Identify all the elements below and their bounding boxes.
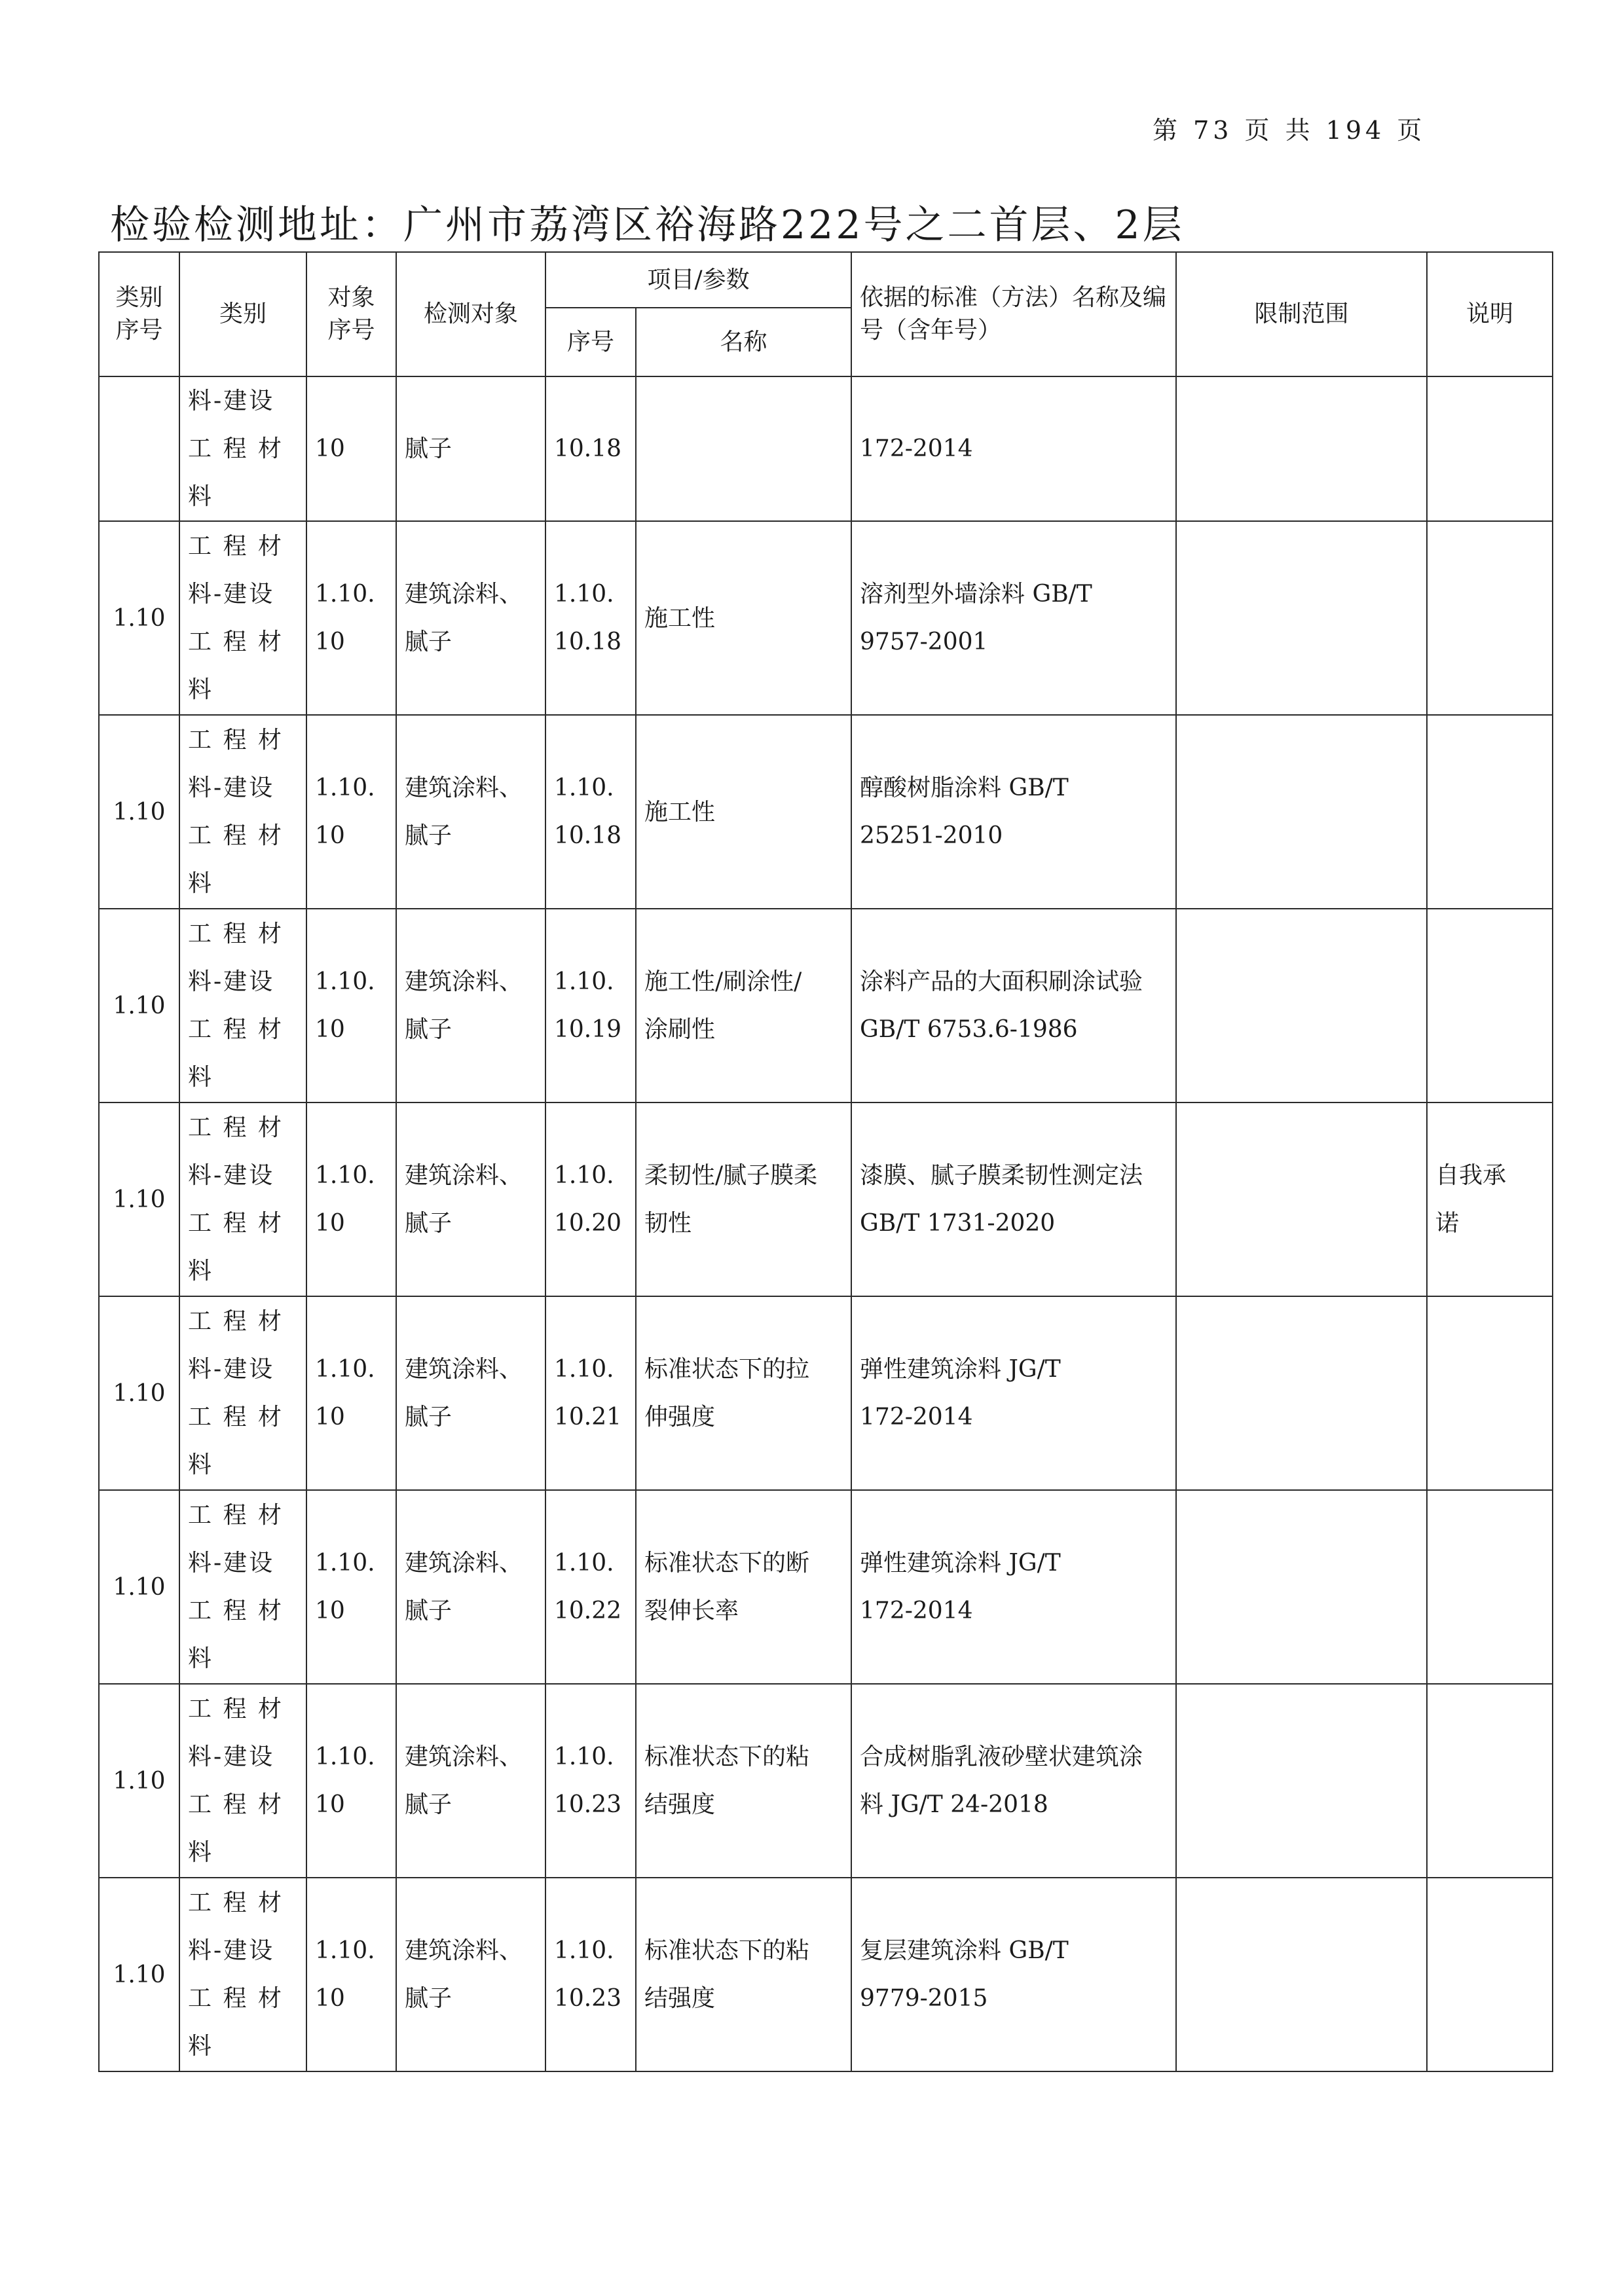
limit-cell: [1176, 1490, 1427, 1684]
item-no-cell-line: 10.18: [554, 435, 622, 462]
standard-cell: [851, 909, 1176, 1102]
cat-cell-line: 料: [188, 1839, 214, 1866]
cat-cell-line: 工 程 材: [188, 822, 284, 849]
standard-cell-line: 9779-2015: [860, 1985, 988, 2012]
item-name-cell-line: 柔韧性/腻子膜柔: [644, 1162, 818, 1189]
cat-cell-line: 工 程 材: [188, 920, 284, 947]
obj-cell-line: 腻子: [405, 1791, 452, 1818]
cat-cell-line: 料-建设: [188, 1550, 275, 1576]
item-name-cell: [636, 909, 851, 1102]
standard-cell-line: 溶剂型外墙涂料 GB/T: [860, 581, 1092, 608]
cat-cell: [179, 1684, 306, 1878]
obj-cell: [396, 1490, 545, 1684]
obj-no-cell-line: 10: [315, 1985, 345, 2012]
item-name-cell-line: 标准状态下的粘: [644, 1743, 810, 1770]
cat-cell: [179, 521, 306, 715]
standard-cell-line: 25251-2010: [860, 822, 1003, 849]
cat-cell-line: 料: [188, 676, 214, 703]
cat-cell-line: 工 程 材: [188, 1889, 284, 1916]
obj-cell: [396, 521, 545, 715]
item-no-cell-line: 1.10.: [554, 1937, 614, 1964]
item-no-cell-line: 1.10.: [554, 1550, 614, 1576]
cat-cell-line: 料-建设: [188, 1743, 275, 1770]
obj-cell: [396, 376, 545, 521]
obj-cell: [396, 909, 545, 1102]
obj-cell-line: 建筑涂料、: [405, 581, 523, 608]
obj-no-cell-line: 10: [315, 629, 345, 655]
cat-cell-line: 工 程 材: [188, 629, 284, 655]
cat-cell-line: 料-建设: [188, 581, 275, 608]
item-name-cell-line: 施工性/刷涂性/: [644, 968, 802, 995]
testing-address: 检验检测地址：广州市荔湾区裕海路222号之二首层、2层: [110, 202, 1185, 248]
cat-no-cell: 1.10: [99, 1490, 179, 1684]
item-name-cell-line: 结强度: [644, 1985, 716, 2012]
obj-no-cell: [306, 376, 396, 521]
obj-cell-line: 建筑涂料、: [405, 1937, 523, 1964]
cat-cell-line: 料-建设: [188, 388, 275, 414]
cat-cell-line: 工 程 材: [188, 1791, 284, 1818]
item-name-cell: [636, 1296, 851, 1490]
table-row: [99, 715, 1553, 909]
header-limit: 限制范围: [1176, 252, 1427, 376]
limit-cell: [1176, 521, 1427, 715]
note-cell: [1427, 376, 1553, 521]
header-obj-no: 对象序号: [306, 252, 396, 376]
table-header: [99, 252, 1553, 376]
table-row: [99, 1878, 1553, 2071]
item-no-cell-line: 10.23: [554, 1985, 622, 2012]
cat-no-cell: 1.10: [99, 715, 179, 909]
item-no-cell-line: 10.18: [554, 629, 622, 655]
obj-cell-line: 建筑涂料、: [405, 1356, 523, 1383]
obj-no-cell: [306, 909, 396, 1102]
standard-cell: [851, 1878, 1176, 2071]
standard-cell-line: 漆膜、腻子膜柔韧性测定法: [860, 1162, 1143, 1189]
item-name-cell-line: 结强度: [644, 1791, 716, 1818]
standard-cell-line: 合成树脂乳液砂壁状建筑涂: [860, 1743, 1143, 1770]
standard-cell-line: 172-2014: [860, 1404, 973, 1430]
standard-cell-line: GB/T 6753.6-1986: [860, 1016, 1078, 1043]
obj-no-cell: [306, 521, 396, 715]
item-name-cell: [636, 1878, 851, 2071]
standard-cell: [851, 1296, 1176, 1490]
item-no-cell: [545, 1102, 636, 1296]
obj-cell-line: 建筑涂料、: [405, 968, 523, 995]
obj-cell-line: 腻子: [405, 435, 452, 462]
item-no-cell-line: 10.18: [554, 822, 622, 849]
obj-no-cell: [306, 715, 396, 909]
header-note: 说明: [1427, 252, 1553, 376]
cat-cell: [179, 1102, 306, 1296]
item-no-cell: [545, 521, 636, 715]
scope-table: [98, 251, 1553, 2072]
obj-no-cell-line: 1.10.: [315, 1356, 375, 1383]
obj-cell-line: 腻子: [405, 1985, 452, 2012]
note-cell: [1427, 1490, 1553, 1684]
limit-cell: [1176, 715, 1427, 909]
obj-no-cell: [306, 1490, 396, 1684]
cat-cell-line: 料-建设: [188, 1937, 275, 1964]
header-cat: 类别: [179, 252, 306, 376]
obj-cell-line: 腻子: [405, 1016, 452, 1043]
limit-cell: [1176, 376, 1427, 521]
item-no-cell-line: 1.10.: [554, 968, 614, 995]
note-cell: [1427, 521, 1553, 715]
item-no-cell-line: 10.23: [554, 1791, 622, 1818]
cat-no-cell: 1.10: [99, 1296, 179, 1490]
item-no-cell: [545, 1296, 636, 1490]
item-name-cell-line: 韧性: [644, 1210, 692, 1237]
cat-cell: [179, 715, 306, 909]
obj-no-cell-line: 1.10.: [315, 968, 375, 995]
item-no-cell: [545, 909, 636, 1102]
obj-no-cell-line: 10: [315, 1791, 345, 1818]
item-name-cell: [636, 521, 851, 715]
standard-cell-line: 涂料产品的大面积刷涂试验: [860, 968, 1143, 995]
obj-no-cell-line: 1.10.: [315, 774, 375, 801]
standard-cell: [851, 1102, 1176, 1296]
obj-no-cell-line: 1.10.: [315, 1162, 375, 1189]
obj-no-cell-line: 1.10.: [315, 1937, 375, 1964]
note-cell: [1427, 909, 1553, 1102]
table-row: [99, 1296, 1553, 1490]
header-cat-no: 类别序号: [99, 252, 179, 376]
table-row: [99, 909, 1553, 1102]
standard-cell: [851, 1684, 1176, 1878]
standard-cell-line: 弹性建筑涂料 JG/T: [860, 1356, 1061, 1383]
obj-cell: [396, 715, 545, 909]
standard-cell-line: 复层建筑涂料 GB/T: [860, 1937, 1069, 1964]
item-no-cell: [545, 1490, 636, 1684]
cat-cell-line: 料: [188, 483, 214, 510]
obj-no-cell-line: 10: [315, 435, 345, 462]
cat-cell-line: 料-建设: [188, 1162, 275, 1189]
item-no-cell-line: 1.10.: [554, 1743, 614, 1770]
item-no-cell-line: 1.10.: [554, 1162, 614, 1189]
item-name-cell-line: 标准状态下的拉: [644, 1356, 810, 1383]
obj-no-cell-line: 1.10.: [315, 1743, 375, 1770]
item-name-cell-line: 裂伸长率: [644, 1597, 739, 1624]
obj-no-cell-line: 10: [315, 822, 345, 849]
standard-cell-line: 172-2014: [860, 435, 973, 462]
obj-no-cell-line: 10: [315, 1404, 345, 1430]
cat-cell-line: 工 程 材: [188, 1597, 284, 1624]
obj-no-cell: [306, 1878, 396, 2071]
cat-cell-line: 料-建设: [188, 774, 275, 801]
limit-cell: [1176, 1102, 1427, 1296]
standard-cell-line: 172-2014: [860, 1597, 973, 1624]
obj-no-cell: [306, 1102, 396, 1296]
item-no-cell: [545, 1684, 636, 1878]
obj-cell: [396, 1684, 545, 1878]
cat-cell: [179, 909, 306, 1102]
cat-cell-line: 工 程 材: [188, 1985, 284, 2012]
cat-cell-line: 料: [188, 870, 214, 897]
cat-cell-line: 工 程 材: [188, 533, 284, 560]
item-no-cell-line: 10.19: [554, 1016, 622, 1043]
cat-cell-line: 料: [188, 1451, 214, 1478]
header-item-name: 名称: [636, 308, 851, 376]
standard-cell: [851, 521, 1176, 715]
obj-cell-line: 腻子: [405, 1404, 452, 1430]
note-cell-line: 诺: [1435, 1210, 1460, 1237]
obj-cell: [396, 1296, 545, 1490]
obj-no-cell-line: 1.10.: [315, 1550, 375, 1576]
obj-cell-line: 建筑涂料、: [405, 1162, 523, 1189]
cat-cell: [179, 1296, 306, 1490]
obj-no-cell-line: 10: [315, 1016, 345, 1043]
limit-cell: [1176, 1878, 1427, 2071]
cat-cell-line: 料: [188, 1258, 214, 1285]
cat-cell-line: 工 程 材: [188, 1114, 284, 1141]
obj-cell-line: 腻子: [405, 629, 452, 655]
note-cell: [1427, 715, 1553, 909]
item-name-cell-line: 标准状态下的断: [644, 1550, 810, 1576]
cat-no-cell: 1.10: [99, 521, 179, 715]
cat-cell: [179, 376, 306, 521]
obj-cell: [396, 1878, 545, 2071]
standard-cell-line: 醇酸树脂涂料 GB/T: [860, 774, 1069, 801]
obj-no-cell: [306, 1684, 396, 1878]
note-cell: [1427, 1296, 1553, 1490]
obj-no-cell-line: 1.10.: [315, 581, 375, 608]
cat-cell-line: 工 程 材: [188, 435, 284, 462]
note-cell: [1427, 1878, 1553, 2071]
item-name-cell: [636, 376, 851, 521]
item-no-cell: [545, 1878, 636, 2071]
cat-no-cell: 1.10: [99, 909, 179, 1102]
cat-cell-line: 工 程 材: [188, 1404, 284, 1430]
cat-cell-line: 工 程 材: [188, 1502, 284, 1529]
standard-cell-line: 料 JG/T 24-2018: [860, 1791, 1048, 1818]
item-name-cell: [636, 1102, 851, 1296]
limit-cell: [1176, 1296, 1427, 1490]
table-body: [99, 376, 1553, 2071]
obj-cell-line: 腻子: [405, 822, 452, 849]
cat-cell: [179, 1490, 306, 1684]
standard-cell-line: 弹性建筑涂料 JG/T: [860, 1550, 1061, 1576]
header-item-group: 项目/参数: [545, 252, 851, 308]
item-name-cell-line: 标准状态下的粘: [644, 1937, 810, 1964]
standard-cell: [851, 715, 1176, 909]
cat-cell-line: 料-建设: [188, 1356, 275, 1383]
obj-cell-line: 建筑涂料、: [405, 1743, 523, 1770]
cat-cell-line: 料: [188, 1645, 214, 1672]
obj-cell: [396, 1102, 545, 1296]
obj-cell-line: 建筑涂料、: [405, 774, 523, 801]
header-standard: 依据的标准（方法）名称及编号（含年号）: [851, 252, 1176, 376]
obj-no-cell-line: 10: [315, 1597, 345, 1624]
cat-no-cell: 1.10: [99, 1878, 179, 2071]
cat-cell-line: 工 程 材: [188, 1696, 284, 1722]
obj-cell-line: 腻子: [405, 1597, 452, 1624]
obj-no-cell-line: 10: [315, 1210, 345, 1237]
cat-cell-line: 工 程 材: [188, 727, 284, 754]
obj-no-cell: [306, 1296, 396, 1490]
cat-cell-line: 工 程 材: [188, 1308, 284, 1335]
cat-cell: [179, 1878, 306, 2071]
limit-cell: [1176, 909, 1427, 1102]
table-row: [99, 1102, 1553, 1296]
item-no-cell-line: 10.20: [554, 1210, 622, 1237]
cat-cell-line: 料: [188, 1064, 214, 1091]
item-name-cell: [636, 715, 851, 909]
obj-cell-line: 腻子: [405, 1210, 452, 1237]
item-no-cell: [545, 715, 636, 909]
cat-no-cell: 1.10: [99, 1684, 179, 1878]
header-obj: 检测对象: [396, 252, 545, 376]
obj-cell-line: 建筑涂料、: [405, 1550, 523, 1576]
cat-cell-line: 工 程 材: [188, 1210, 284, 1237]
note-cell: [1427, 1102, 1553, 1296]
limit-cell: [1176, 1684, 1427, 1878]
standard-cell-line: GB/T 1731-2020: [860, 1210, 1056, 1237]
table-row: [99, 376, 1553, 521]
cat-no-cell: 1.10: [99, 1102, 179, 1296]
item-name-cell-line: 施工性: [644, 798, 716, 826]
item-no-cell-line: 1.10.: [554, 774, 614, 801]
table-row: [99, 1490, 1553, 1684]
note-cell: [1427, 1684, 1553, 1878]
item-name-cell: [636, 1684, 851, 1878]
standard-cell: [851, 1490, 1176, 1684]
page-number: 第 73 页 共 194 页: [1153, 116, 1426, 145]
item-name-cell-line: 施工性: [644, 604, 716, 632]
item-no-cell: [545, 376, 636, 521]
cat-no-cell: [99, 376, 179, 521]
table-row: [99, 1684, 1553, 1878]
item-no-cell-line: 10.21: [554, 1404, 622, 1430]
item-no-cell-line: 1.10.: [554, 1356, 614, 1383]
cat-cell-line: 料-建设: [188, 968, 275, 995]
note-cell-line: 自我承: [1435, 1162, 1507, 1189]
item-name-cell-line: 涂刷性: [644, 1016, 716, 1043]
item-no-cell-line: 1.10.: [554, 581, 614, 608]
cat-cell-line: 工 程 材: [188, 1016, 284, 1043]
standard-cell-line: 9757-2001: [860, 629, 988, 655]
cat-cell-line: 料: [188, 2033, 214, 2060]
table-row: [99, 521, 1553, 715]
item-name-cell-line: 伸强度: [644, 1404, 716, 1430]
standard-cell: [851, 376, 1176, 521]
header-item-no: 序号: [545, 308, 636, 376]
item-name-cell: [636, 1490, 851, 1684]
item-no-cell-line: 10.22: [554, 1597, 622, 1624]
